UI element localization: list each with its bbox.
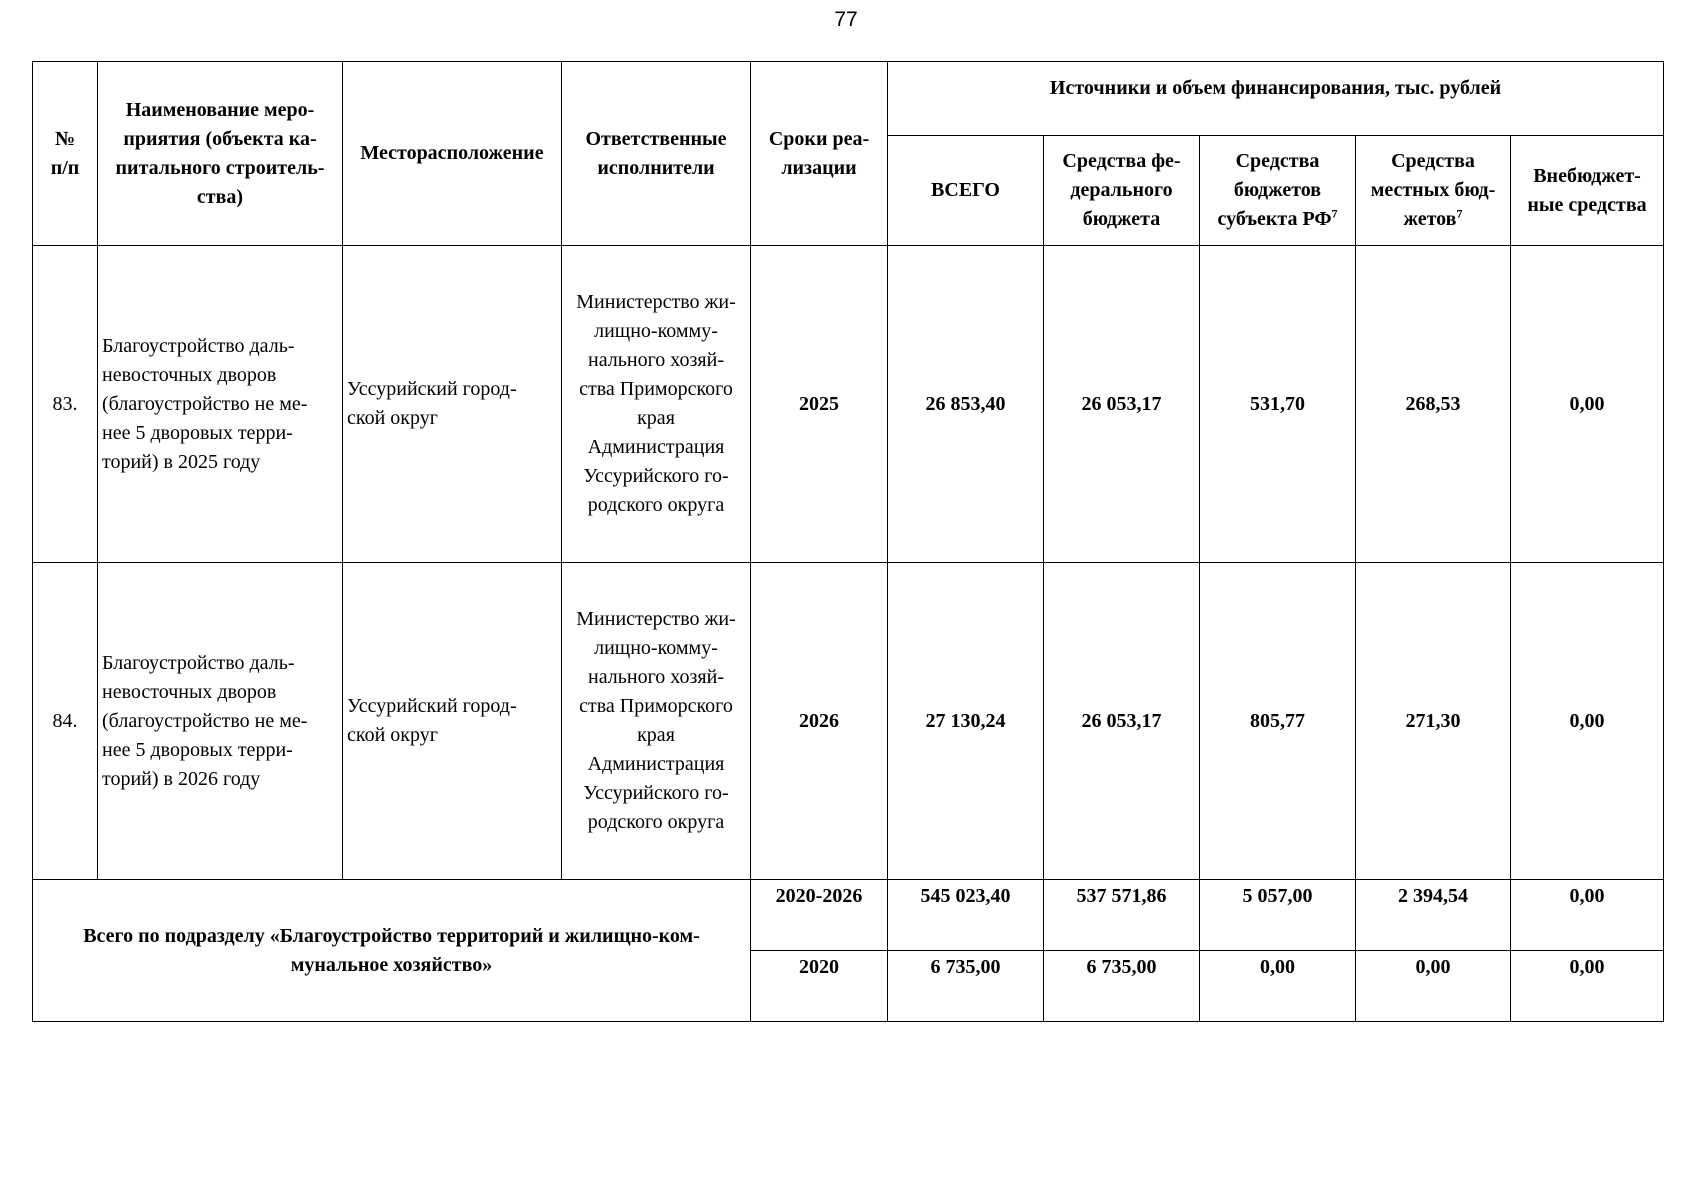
- row-location: Уссурийский город- ской округ: [343, 563, 562, 880]
- summary-total: 545 023,40: [888, 880, 1044, 951]
- header-federal: Средства фе- дерального бюджета: [1044, 136, 1200, 246]
- header-local: [1356, 136, 1511, 246]
- header-local-label: Средства местных бюд- жетов: [1370, 150, 1496, 230]
- row-total: 27 130,24: [888, 563, 1044, 880]
- row-extrabudget: 0,00: [1511, 563, 1664, 880]
- row-federal: 26 053,17: [1044, 246, 1200, 563]
- row-executors: Министерство жи- лищно-комму- нального хозяй- ства Приморского края Администрация Уссурийского го- родского округа: [562, 246, 751, 563]
- row-total: 26 853,40: [888, 246, 1044, 563]
- header-regional-footnote: 7: [1331, 206, 1338, 221]
- header-executors: Ответственные исполнители: [562, 62, 751, 246]
- summary-period: 2020: [751, 951, 888, 1022]
- summary-regional: 0,00: [1200, 951, 1356, 1022]
- header-row-1: [33, 62, 1664, 136]
- header-total: ВСЕГО: [888, 136, 1044, 246]
- summary-total: 6 735,00: [888, 951, 1044, 1022]
- header-regional-label: Средства бюджетов субъекта РФ: [1217, 150, 1332, 230]
- table-row: [33, 246, 1664, 563]
- row-period: 2026: [751, 563, 888, 880]
- row-local: 268,53: [1356, 246, 1511, 563]
- row-period: 2025: [751, 246, 888, 563]
- header-funding-group: Источники и объем финансирования, тыс. рублей: [888, 62, 1664, 136]
- table-header: [33, 62, 1664, 246]
- summary-row: [33, 880, 1664, 951]
- row-location: Уссурийский город- ской округ: [343, 246, 562, 563]
- row-num: 84.: [33, 563, 98, 880]
- summary-federal: 537 571,86: [1044, 880, 1200, 951]
- summary-label: Всего по подразделу «Благоустройство территорий и жилищно-ком- мунальное хозяйство»: [33, 880, 751, 1022]
- row-extrabudget: 0,00: [1511, 246, 1664, 563]
- row-name: Благоустройство даль- невосточных дворов (благоустройство не ме- нее 5 дворовых терри- торий) в 2025 году: [98, 246, 343, 563]
- table-body: [33, 246, 1664, 1022]
- header-location: Месторасположение: [343, 62, 562, 246]
- row-name: Благоустройство даль- невосточных дворов (благоустройство не ме- нее 5 дворовых терри- торий) в 2026 году: [98, 563, 343, 880]
- header-extrabudget: Внебюджет- ные средства: [1511, 136, 1664, 246]
- header-period: Сроки реа- лизации: [751, 62, 888, 246]
- funding-table: [32, 61, 1664, 1022]
- header-name: Наименование меро- приятия (объекта ка- питального строитель- ства): [98, 62, 343, 246]
- row-num: 83.: [33, 246, 98, 563]
- header-local-footnote: 7: [1456, 206, 1463, 221]
- row-local: 271,30: [1356, 563, 1511, 880]
- header-regional: [1200, 136, 1356, 246]
- page-number: 77: [834, 8, 858, 31]
- header-num: № п/п: [33, 62, 98, 246]
- row-regional: 805,77: [1200, 563, 1356, 880]
- summary-regional: 5 057,00: [1200, 880, 1356, 951]
- summary-local: 2 394,54: [1356, 880, 1511, 951]
- row-executors: Министерство жи- лищно-комму- нального хозяй- ства Приморского края Администрация Уссурийского го- родского округа: [562, 563, 751, 880]
- table-row: [33, 563, 1664, 880]
- summary-period: 2020-2026: [751, 880, 888, 951]
- summary-local: 0,00: [1356, 951, 1511, 1022]
- row-regional: 531,70: [1200, 246, 1356, 563]
- summary-extrabudget: 0,00: [1511, 951, 1664, 1022]
- summary-federal: 6 735,00: [1044, 951, 1200, 1022]
- row-federal: 26 053,17: [1044, 563, 1200, 880]
- summary-extrabudget: 0,00: [1511, 880, 1664, 951]
